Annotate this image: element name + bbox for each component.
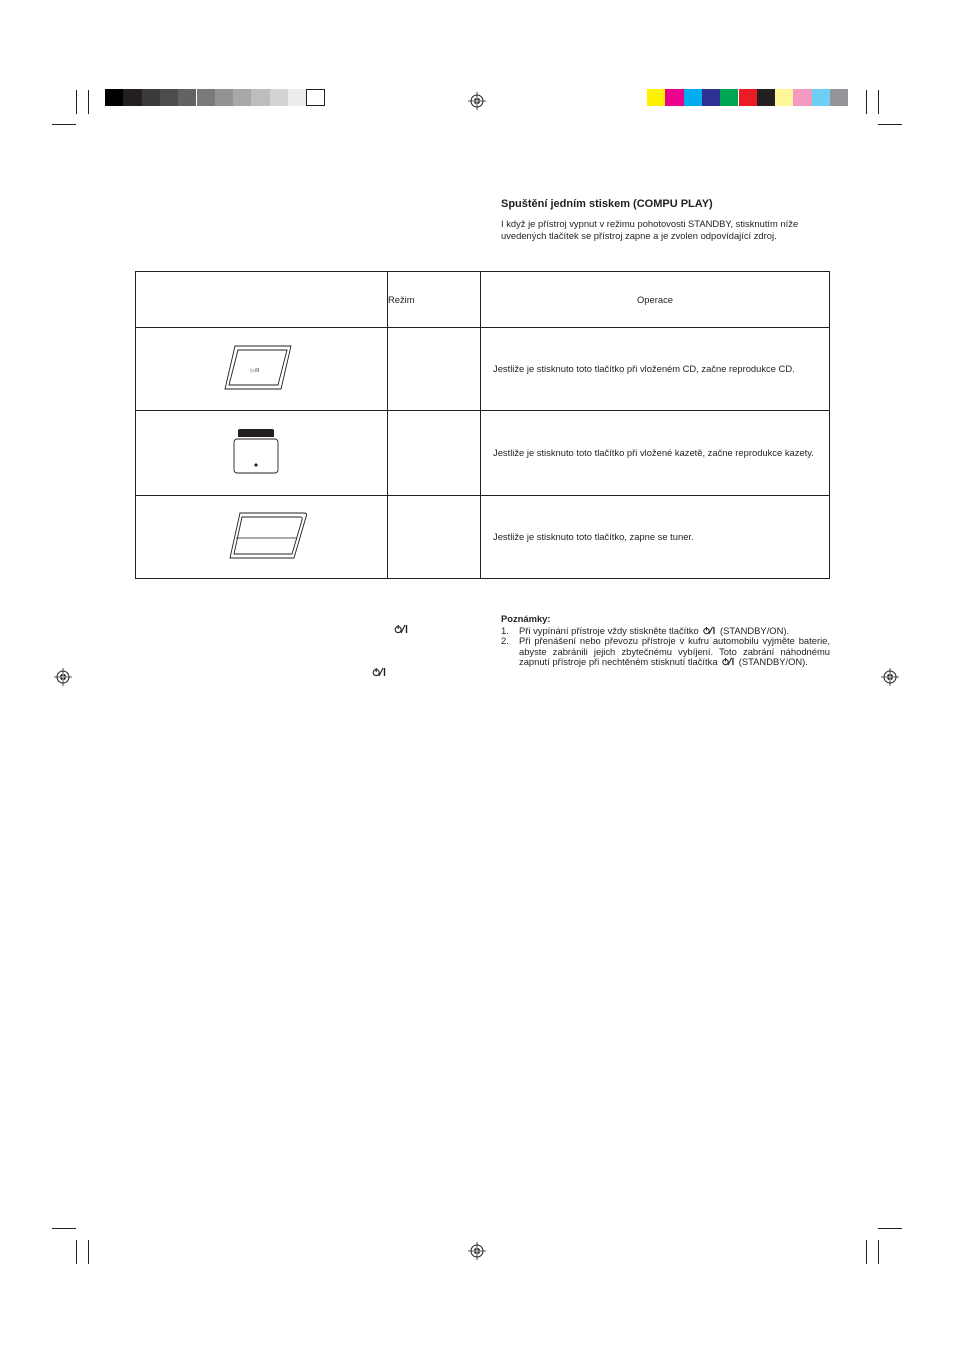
grayscale-swatch [233,89,251,106]
grayscale-swatch [142,89,160,106]
color-swatch [793,89,811,106]
crop-mark [878,90,879,114]
compu-play-table [135,271,830,579]
crop-mark [878,1240,879,1264]
note-number: 1. [501,624,509,636]
crop-mark [52,124,76,125]
registration-mark-icon [54,668,72,686]
registration-mark-icon [881,668,899,686]
mode-cell [388,328,481,411]
standby-on-icon [394,624,410,634]
grayscale-swatch [251,89,269,106]
color-swatch [647,89,665,106]
grayscale-swatch [306,89,324,106]
operation-cell: Jestliže je stisknuto toto tlačítko při vložené kazetě, začne reprodukce kazety. [481,411,830,496]
grayscale-swatch [178,89,196,106]
crop-mark [878,1228,902,1229]
notes-block [501,614,830,668]
table-header-row [136,272,830,328]
color-swatch [702,89,720,106]
color-swatch [775,89,793,106]
note-number: 2. [501,635,509,646]
note-text-suffix: (STANDBY/ON). [719,624,790,636]
button-cell [136,411,388,496]
crop-mark [866,1240,867,1264]
standby-on-icon [701,626,717,635]
note-text: Při přenášení nebo převozu přístroje v kufru automobilu vyjměte baterie, abyste zabránili jejich zbytečnému vybíjení. Toto zabrání náhodnému zapnutí přístroje při nechtěném stisknutí tlačítka [519,635,830,667]
button-cell [136,328,388,411]
grayscale-swatch [105,89,123,106]
crop-mark [878,124,902,125]
grayscale-swatch [123,89,141,106]
table-row [136,411,830,496]
crop-mark [52,1228,76,1229]
crop-mark [76,90,77,114]
color-swatch [684,89,702,106]
crop-mark [88,1240,89,1264]
registration-mark-icon [468,1242,486,1260]
crop-mark [866,90,867,114]
grayscale-swatch [270,89,288,106]
color-swatch [812,89,830,106]
operation-cell: Jestliže je stisknuto toto tlačítko při vloženém CD, začne reprodukce CD. [481,328,830,411]
crop-mark [76,1240,77,1264]
grayscale-swatch [160,89,178,106]
cd-button-label: ▷/II [250,367,259,374]
section-intro: I když je přístroj vypnut v režimu pohotovosti STANDBY, stisknutím níže uvedených tlačítek se přístroj zapne a je zvolen odpovídající zdroj. [501,218,799,241]
mode-cell [388,496,481,579]
table-row [136,496,830,579]
button-cell [136,496,388,579]
color-swatch [739,89,757,106]
color-swatch [665,89,683,106]
operation-cell: Jestliže je stisknuto toto tlačítko, zapne se tuner. [481,496,830,579]
cd-play-button-icon [219,345,299,391]
standby-on-icon [372,667,388,677]
mode-cell [388,411,481,496]
note-text-suffix: (STANDBY/ON). [738,656,808,667]
header-mode: Režim [388,272,481,328]
crop-mark [88,90,89,114]
grayscale-swatch [215,89,233,106]
notes-title: Poznámky: [501,613,551,624]
header-button [136,272,388,328]
color-swatch [830,89,848,106]
color-swatch [757,89,775,106]
standby-on-icon [720,657,736,666]
note-text: Při vypínání přístroje vždy stiskněte tlačítko [519,624,699,636]
section-title: Spuštění jedním stiskem (COMPU PLAY) [501,198,713,210]
table-row [136,328,830,411]
note-item [501,636,830,668]
grayscale-swatch [288,89,306,106]
grayscale-swatch [197,89,215,106]
registration-mark-icon [468,92,486,110]
tape-play-button-icon [232,427,280,477]
color-swatch [720,89,738,106]
header-operation: Operace [481,272,830,328]
tuner-button-icon [226,512,310,560]
